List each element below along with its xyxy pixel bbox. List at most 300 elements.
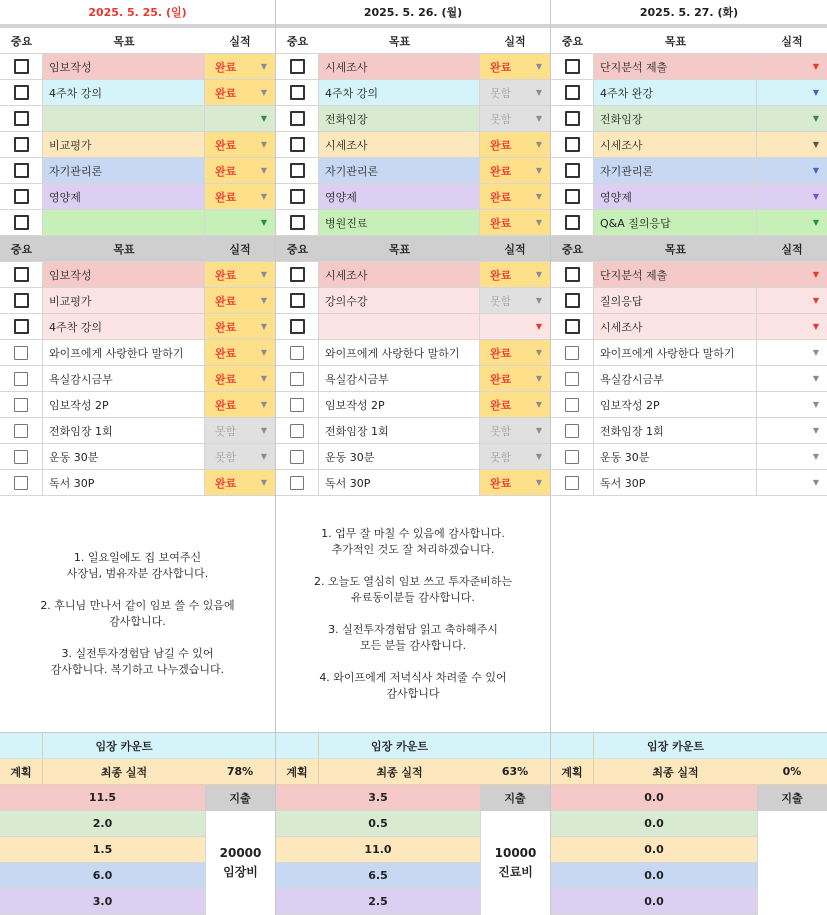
goal-cell[interactable]: 와이프에게 사랑한다 말하기 [43, 340, 205, 365]
goal-cell[interactable]: 운동 30분 [43, 444, 205, 469]
importance-checkbox[interactable] [565, 424, 579, 438]
count-title-row [276, 733, 550, 759]
count-value[interactable]: 0.0 [551, 863, 757, 889]
gratitude-text: 1. 일요일에도 집 보여주신 사장님, 범유자분 감사합니다. 2. 후니님 만나서 같이 임보 쓸 수 있음에 감사합니다. 3. 실전투자경험담 남길 수 있어 감사합니다. 복기하고 나누겠습니다. [40, 551, 235, 676]
result-dropdown[interactable] [205, 106, 275, 131]
result-dropdown[interactable] [480, 106, 550, 131]
task-row [0, 418, 275, 444]
count-title: 임장 카운트 [371, 739, 428, 753]
result-dropdown[interactable] [205, 54, 275, 79]
result-dropdown[interactable] [757, 366, 827, 391]
goal-cell[interactable]: 강의수강 [319, 288, 480, 313]
result-dropdown[interactable] [205, 470, 275, 495]
result-dropdown[interactable] [480, 262, 550, 287]
dropdown-arrow-icon[interactable]: ▼ [260, 477, 267, 487]
blank-cell [480, 733, 550, 758]
day-column [551, 0, 827, 915]
result-dropdown[interactable] [205, 340, 275, 365]
result-dropdown[interactable] [205, 418, 275, 443]
date-header: 2025. 5. 25. (일) [0, 0, 275, 28]
importance-checkbox[interactable] [565, 319, 580, 334]
count-value[interactable]: 6.0 [0, 863, 205, 889]
importance-checkbox[interactable] [290, 293, 305, 308]
importance-checkbox[interactable] [14, 424, 28, 438]
count-value[interactable]: 3.5 [276, 785, 480, 811]
goal-cell[interactable]: 임보작성 2P [319, 392, 480, 417]
result-value: 완료 [215, 398, 237, 412]
importance-checkbox[interactable] [14, 59, 29, 74]
task-row [276, 288, 550, 314]
result-value: 완료 [490, 346, 512, 360]
goal-cell[interactable]: 시세조사 [319, 262, 480, 287]
importance-cell [551, 288, 594, 313]
result-value: 못함 [215, 424, 237, 438]
goal-cell[interactable]: 비교평가 [43, 288, 205, 313]
goal-cell[interactable] [43, 106, 205, 131]
goal-cell[interactable]: 와이프에게 사랑한다 말하기 [594, 340, 757, 365]
goal-cell[interactable] [319, 314, 480, 339]
result-header: 실적 [504, 34, 526, 48]
importance-checkbox[interactable] [14, 398, 28, 412]
count-value[interactable]: 11.0 [276, 837, 480, 863]
goal-cell[interactable]: 임보작성 [43, 54, 205, 79]
dropdown-arrow-icon[interactable]: ▼ [812, 139, 819, 149]
dropdown-arrow-icon[interactable]: ▼ [812, 373, 819, 383]
goal-cell[interactable]: 자기관리론 [594, 158, 757, 183]
task-row [0, 132, 275, 158]
importance-cell [276, 444, 319, 469]
task-row [0, 210, 275, 236]
dropdown-arrow-icon[interactable]: ▼ [812, 113, 819, 123]
importance-checkbox[interactable] [565, 476, 579, 490]
expense-box[interactable] [757, 811, 827, 915]
goal-cell[interactable]: 4주착 강의 [43, 314, 205, 339]
goal-cell[interactable]: 4주차 강의 [319, 80, 480, 105]
dropdown-arrow-icon[interactable]: ▼ [260, 425, 267, 435]
goal-cell[interactable]: 영양제 [594, 184, 757, 209]
goal-cell[interactable]: 와이프에게 사랑한다 말하기 [319, 340, 480, 365]
dropdown-arrow-icon[interactable]: ▼ [812, 87, 819, 97]
task-row [276, 158, 550, 184]
result-value: 못함 [490, 294, 512, 308]
goal-cell[interactable]: 시세조사 [594, 132, 757, 157]
dropdown-arrow-icon[interactable]: ▼ [535, 113, 542, 123]
goal-cell[interactable]: 독서 30P [43, 470, 205, 495]
dropdown-arrow-icon[interactable]: ▼ [260, 347, 267, 357]
task-row [0, 366, 275, 392]
expense-amount: 20000 [219, 846, 262, 860]
goal-cell[interactable]: 임보작성 2P [43, 392, 205, 417]
dropdown-arrow-icon[interactable]: ▼ [260, 61, 267, 71]
importance-checkbox[interactable] [14, 137, 29, 152]
importance-cell [276, 288, 319, 313]
dropdown-arrow-icon[interactable]: ▼ [812, 399, 819, 409]
dropdown-arrow-icon[interactable]: ▼ [812, 295, 819, 305]
dropdown-arrow-icon[interactable]: ▼ [535, 165, 542, 175]
importance-checkbox[interactable] [565, 398, 579, 412]
goal-cell[interactable]: 욕실감시금부 [319, 366, 480, 391]
task-row [0, 262, 275, 288]
expense-label: 지출 [480, 785, 550, 811]
dropdown-arrow-icon[interactable]: ▼ [812, 425, 819, 435]
task-row [551, 314, 827, 340]
goal-cell[interactable]: 시세조사 [319, 132, 480, 157]
result-dropdown[interactable] [205, 158, 275, 183]
goal-cell[interactable]: 영양제 [319, 184, 480, 209]
goal-cell[interactable]: 비교평가 [43, 132, 205, 157]
result-dropdown[interactable] [205, 366, 275, 391]
goal-cell[interactable]: 질의응답 [594, 288, 757, 313]
result-dropdown[interactable] [480, 210, 550, 235]
task-row [551, 158, 827, 184]
goal-cell[interactable]: 욕실감시금부 [594, 366, 757, 391]
importance-checkbox[interactable] [565, 163, 580, 178]
importance-checkbox[interactable] [565, 111, 580, 126]
result-dropdown[interactable] [757, 132, 827, 157]
importance-cell [551, 54, 594, 79]
dropdown-arrow-icon[interactable]: ▼ [535, 269, 542, 279]
result-value: 완료 [490, 216, 512, 230]
result-dropdown[interactable] [480, 366, 550, 391]
result-dropdown[interactable] [757, 158, 827, 183]
count-value[interactable]: 3.0 [0, 889, 205, 915]
count-value[interactable]: 11.5 [0, 785, 205, 811]
task-row [276, 262, 550, 288]
goal-cell[interactable]: 자기관리론 [319, 158, 480, 183]
dropdown-arrow-icon[interactable]: ▼ [535, 347, 542, 357]
importance-checkbox[interactable] [565, 267, 580, 282]
task-row [551, 418, 827, 444]
result-dropdown[interactable] [480, 340, 550, 365]
dropdown-arrow-icon[interactable]: ▼ [535, 477, 542, 487]
importance-checkbox[interactable] [14, 346, 28, 360]
result-dropdown[interactable] [757, 106, 827, 131]
task-row [0, 288, 275, 314]
goal-cell[interactable]: 운동 30분 [319, 444, 480, 469]
importance-cell [0, 314, 43, 339]
result-dropdown[interactable] [480, 392, 550, 417]
count-values [0, 785, 275, 915]
importance-checkbox[interactable] [290, 424, 304, 438]
goal-cell[interactable]: 운동 30분 [594, 444, 757, 469]
task-row [0, 80, 275, 106]
task-row [0, 158, 275, 184]
importance-checkbox[interactable] [290, 189, 305, 204]
importance-cell [0, 418, 43, 443]
result-dropdown[interactable] [757, 444, 827, 469]
dropdown-arrow-icon[interactable]: ▼ [535, 139, 542, 149]
dropdown-arrow-icon[interactable]: ▼ [535, 425, 542, 435]
result-dropdown[interactable] [480, 470, 550, 495]
goal-cell[interactable]: 시세조사 [319, 54, 480, 79]
goal-cell[interactable]: 독서 30P [319, 470, 480, 495]
importance-checkbox[interactable] [14, 267, 29, 282]
importance-checkbox[interactable] [565, 372, 579, 386]
column-header-row [551, 28, 827, 54]
count-value[interactable]: 0.0 [551, 889, 757, 915]
final-result-label: 최종 실적 [376, 765, 423, 779]
importance-cell [276, 158, 319, 183]
result-value: 완료 [215, 346, 237, 360]
importance-cell [0, 184, 43, 209]
goal-cell[interactable]: 독서 30P [594, 470, 757, 495]
importance-checkbox[interactable] [290, 215, 305, 230]
importance-cell [0, 132, 43, 157]
result-dropdown[interactable] [757, 418, 827, 443]
result-dropdown[interactable] [205, 444, 275, 469]
importance-checkbox[interactable] [14, 450, 28, 464]
count-value[interactable]: 0.5 [276, 811, 480, 837]
importance-checkbox[interactable] [290, 137, 305, 152]
count-values [551, 785, 827, 915]
importance-checkbox[interactable] [290, 111, 305, 126]
result-dropdown[interactable] [205, 392, 275, 417]
importance-header: 중요 [10, 34, 33, 48]
result-dropdown[interactable] [757, 470, 827, 495]
result-value: 완료 [215, 320, 237, 334]
result-value: 완료 [215, 86, 237, 100]
importance-checkbox[interactable] [14, 293, 29, 308]
result-dropdown[interactable] [480, 288, 550, 313]
count-value[interactable]: 6.5 [276, 863, 480, 889]
importance-checkbox[interactable] [14, 189, 29, 204]
result-value: 완료 [490, 268, 512, 282]
importance-cell [551, 262, 594, 287]
final-result-label: 최종 실적 [652, 765, 699, 779]
goal-cell[interactable]: 4주차 강의 [43, 80, 205, 105]
dropdown-arrow-icon[interactable]: ▼ [260, 321, 267, 331]
task-row [276, 366, 550, 392]
importance-checkbox[interactable] [290, 163, 305, 178]
goal-header: 목표 [388, 242, 411, 256]
importance-cell [0, 80, 43, 105]
goal-cell[interactable]: 전화임장 [594, 106, 757, 131]
importance-checkbox[interactable] [565, 137, 580, 152]
goal-cell[interactable] [43, 210, 205, 235]
result-dropdown[interactable] [480, 314, 550, 339]
dropdown-arrow-icon[interactable]: ▼ [535, 217, 542, 227]
goal-cell[interactable]: 임보작성 2P [594, 392, 757, 417]
achievement-percent: 0% [782, 765, 802, 778]
dropdown-arrow-icon[interactable]: ▼ [535, 451, 542, 461]
dropdown-arrow-icon[interactable]: ▼ [812, 61, 819, 71]
result-dropdown[interactable] [757, 340, 827, 365]
expense-panel [480, 785, 550, 915]
result-dropdown[interactable] [757, 262, 827, 287]
task-row [276, 470, 550, 496]
goal-cell[interactable]: 임보작성 [43, 262, 205, 287]
result-dropdown[interactable] [480, 80, 550, 105]
task-row [276, 210, 550, 236]
goal-header: 목표 [113, 34, 135, 48]
result-dropdown[interactable] [757, 80, 827, 105]
dropdown-arrow-icon[interactable]: ▼ [535, 87, 542, 97]
dropdown-arrow-icon[interactable]: ▼ [535, 373, 542, 383]
task-row [276, 418, 550, 444]
goal-cell[interactable]: 병원진료 [319, 210, 480, 235]
result-value: 완료 [215, 164, 237, 178]
dropdown-arrow-icon[interactable]: ▼ [535, 295, 542, 305]
result-dropdown[interactable] [205, 80, 275, 105]
importance-cell [551, 340, 594, 365]
result-dropdown[interactable] [757, 54, 827, 79]
gratitude-note[interactable] [0, 496, 275, 733]
result-dropdown[interactable] [480, 158, 550, 183]
importance-header: 중요 [286, 242, 309, 256]
achievement-percent: 78% [226, 765, 254, 778]
importance-cell [276, 392, 319, 417]
dropdown-arrow-icon[interactable]: ▼ [260, 373, 267, 383]
dropdown-arrow-icon[interactable]: ▼ [260, 217, 267, 227]
importance-cell [276, 184, 319, 209]
importance-checkbox[interactable] [565, 450, 579, 464]
task-row [0, 392, 275, 418]
result-value: 못함 [490, 86, 512, 100]
importance-checkbox[interactable] [14, 163, 29, 178]
dropdown-arrow-icon[interactable]: ▼ [260, 139, 267, 149]
result-dropdown[interactable] [205, 288, 275, 313]
task-row [551, 184, 827, 210]
result-dropdown[interactable] [757, 184, 827, 209]
count-value[interactable]: 0.0 [551, 837, 757, 863]
result-dropdown[interactable] [757, 288, 827, 313]
count-value-list [551, 785, 757, 915]
expense-category: 임장비 [223, 865, 258, 879]
dropdown-arrow-icon[interactable]: ▼ [535, 321, 542, 331]
dropdown-arrow-icon[interactable]: ▼ [812, 269, 819, 279]
goal-header: 목표 [664, 242, 687, 256]
count-value[interactable]: 0.0 [551, 785, 757, 811]
result-dropdown[interactable] [205, 314, 275, 339]
importance-checkbox[interactable] [14, 476, 28, 490]
goal-cell[interactable]: 전화임장 [319, 106, 480, 131]
dropdown-arrow-icon[interactable]: ▼ [812, 191, 819, 201]
achievement-percent: 63% [501, 765, 529, 778]
goal-cell[interactable]: Q&A 질의응답 [594, 210, 757, 235]
result-dropdown[interactable] [757, 210, 827, 235]
count-value[interactable]: 1.5 [0, 837, 205, 863]
column-header-row [276, 28, 550, 54]
result-value: 완료 [215, 372, 237, 386]
importance-checkbox[interactable] [14, 111, 29, 126]
result-dropdown[interactable] [205, 132, 275, 157]
dropdown-arrow-icon[interactable]: ▼ [260, 191, 267, 201]
importance-checkbox[interactable] [565, 293, 580, 308]
importance-checkbox[interactable] [290, 346, 304, 360]
count-value[interactable]: 0.0 [551, 811, 757, 837]
dropdown-arrow-icon[interactable]: ▼ [260, 295, 267, 305]
goal-cell[interactable]: 단지분석 제출 [594, 262, 757, 287]
importance-cell [276, 262, 319, 287]
importance-checkbox[interactable] [290, 476, 304, 490]
importance-checkbox[interactable] [565, 215, 580, 230]
dropdown-arrow-icon[interactable]: ▼ [535, 191, 542, 201]
blank-cell [551, 733, 594, 758]
importance-checkbox[interactable] [290, 85, 305, 100]
gratitude-note[interactable] [551, 496, 827, 733]
dropdown-arrow-icon[interactable]: ▼ [812, 321, 819, 331]
importance-checkbox[interactable] [565, 346, 579, 360]
goal-cell[interactable]: 전화임장 1회 [594, 418, 757, 443]
count-value[interactable]: 2.5 [276, 889, 480, 915]
result-value: 완료 [490, 372, 512, 386]
goal-cell[interactable]: 전화임장 1회 [43, 418, 205, 443]
goal-cell[interactable]: 욕실감시금부 [43, 366, 205, 391]
expense-panel [205, 785, 275, 915]
goal-cell[interactable]: 영양제 [43, 184, 205, 209]
importance-checkbox[interactable] [290, 398, 304, 412]
importance-checkbox[interactable] [565, 59, 580, 74]
importance-checkbox[interactable] [14, 215, 29, 230]
dropdown-arrow-icon[interactable]: ▼ [812, 451, 819, 461]
importance-checkbox[interactable] [14, 372, 28, 386]
dropdown-arrow-icon[interactable]: ▼ [260, 269, 267, 279]
dropdown-arrow-icon[interactable]: ▼ [260, 87, 267, 97]
count-title-row [551, 733, 827, 759]
result-value: 못함 [490, 450, 512, 464]
importance-cell [0, 158, 43, 183]
result-dropdown[interactable] [205, 210, 275, 235]
importance-checkbox[interactable] [290, 319, 305, 334]
expense-box[interactable] [480, 811, 550, 915]
result-value: 완료 [490, 60, 512, 74]
result-dropdown[interactable] [480, 444, 550, 469]
importance-checkbox[interactable] [14, 85, 29, 100]
goal-cell[interactable]: 단지분석 제출 [594, 54, 757, 79]
task-row [551, 340, 827, 366]
importance-checkbox[interactable] [565, 189, 580, 204]
dropdown-arrow-icon[interactable]: ▼ [260, 165, 267, 175]
dropdown-arrow-icon[interactable]: ▼ [812, 165, 819, 175]
gratitude-note[interactable] [276, 496, 550, 733]
result-dropdown[interactable] [205, 184, 275, 209]
result-dropdown[interactable] [205, 262, 275, 287]
result-dropdown[interactable] [480, 184, 550, 209]
plan-label: 계획 [551, 759, 594, 784]
dropdown-arrow-icon[interactable]: ▼ [260, 113, 267, 123]
importance-checkbox[interactable] [290, 450, 304, 464]
result-dropdown[interactable] [480, 132, 550, 157]
goal-cell[interactable]: 시세조사 [594, 314, 757, 339]
importance-checkbox[interactable] [290, 59, 305, 74]
importance-checkbox[interactable] [565, 85, 580, 100]
importance-header: 중요 [10, 242, 33, 256]
importance-checkbox[interactable] [290, 267, 305, 282]
result-dropdown[interactable] [480, 418, 550, 443]
dropdown-arrow-icon[interactable]: ▼ [535, 61, 542, 71]
result-dropdown[interactable] [757, 392, 827, 417]
task-row [551, 288, 827, 314]
task-row [276, 184, 550, 210]
task-row [551, 80, 827, 106]
goal-cell[interactable]: 전화임장 1회 [319, 418, 480, 443]
dropdown-arrow-icon[interactable]: ▼ [535, 399, 542, 409]
importance-checkbox[interactable] [290, 372, 304, 386]
dropdown-arrow-icon[interactable]: ▼ [812, 477, 819, 487]
count-value[interactable]: 2.0 [0, 811, 205, 837]
importance-checkbox[interactable] [14, 319, 29, 334]
result-dropdown[interactable] [757, 314, 827, 339]
dropdown-arrow-icon[interactable]: ▼ [260, 399, 267, 409]
expense-box[interactable] [205, 811, 275, 915]
dropdown-arrow-icon[interactable]: ▼ [260, 451, 267, 461]
result-dropdown[interactable] [480, 54, 550, 79]
dropdown-arrow-icon[interactable]: ▼ [812, 347, 819, 357]
dropdown-arrow-icon[interactable]: ▼ [812, 217, 819, 227]
result-header: 실적 [229, 34, 251, 48]
goal-cell[interactable]: 자기관리론 [43, 158, 205, 183]
goal-cell[interactable]: 4주차 완강 [594, 80, 757, 105]
